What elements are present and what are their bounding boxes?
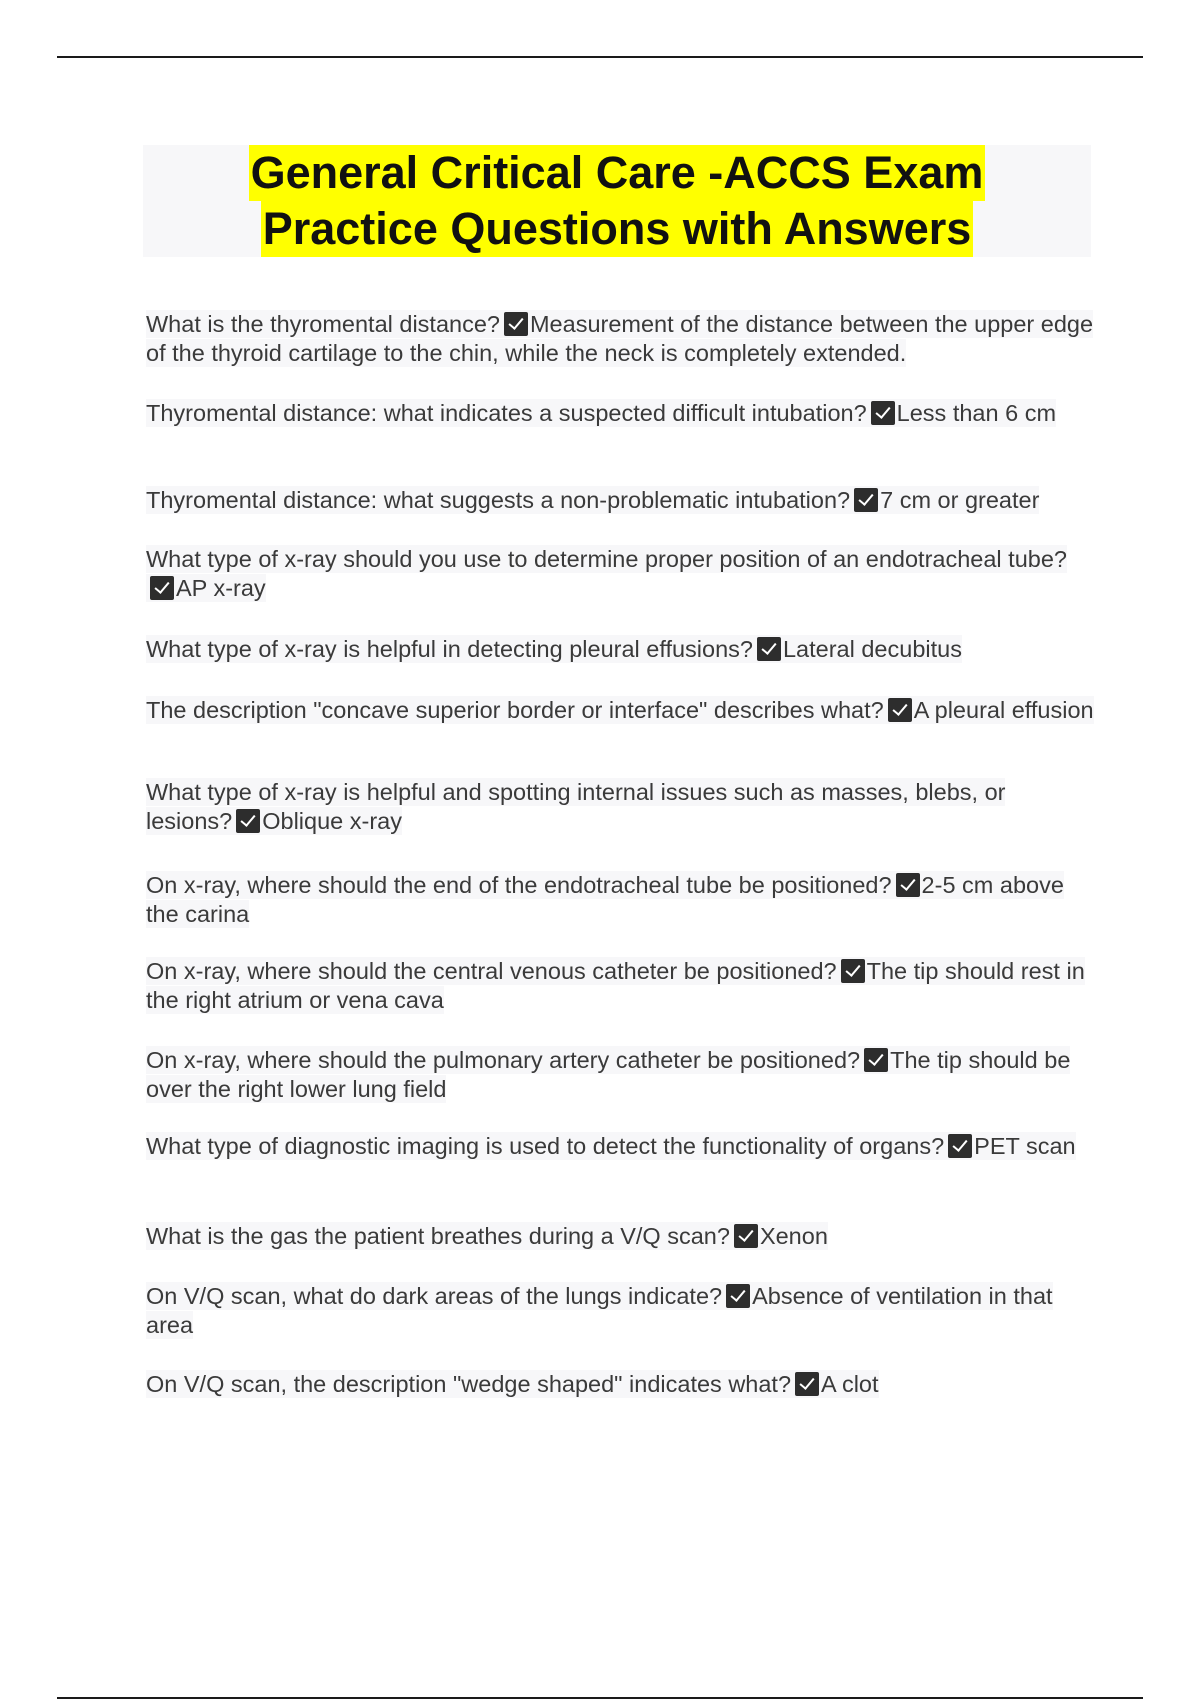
answer-text: The tip should rest in the right atrium or vena cava bbox=[146, 958, 1085, 1013]
qa-item bbox=[146, 1222, 1096, 1251]
answer-text: Less than 6 cm bbox=[896, 400, 1057, 426]
answer-text: A clot bbox=[821, 1371, 879, 1397]
answer-text: PET scan bbox=[974, 1133, 1076, 1159]
qa-item bbox=[146, 486, 1096, 515]
checkmark-icon bbox=[236, 809, 260, 833]
bottom-rule bbox=[57, 1697, 1143, 1699]
question-text: What type of x-ray is helpful and spotting internal issues such as masses, blebs, or lesions? bbox=[146, 779, 1006, 834]
qa-item bbox=[146, 778, 1096, 836]
answer-text: Lateral decubitus bbox=[782, 636, 962, 662]
checkmark-icon bbox=[757, 637, 781, 661]
qa-item bbox=[146, 957, 1096, 1015]
checkmark-icon bbox=[948, 1134, 972, 1158]
question-text: What type of x-ray should you use to determine proper position of an endotracheal tube? bbox=[146, 546, 1067, 572]
qa-item bbox=[146, 635, 1096, 664]
answer-text: 7 cm or greater bbox=[880, 487, 1040, 513]
question-text: What is the thyromental distance? bbox=[146, 311, 500, 337]
checkmark-icon bbox=[871, 401, 895, 425]
question-text: On x-ray, where should the central venous catheter be positioned? bbox=[146, 958, 837, 984]
top-rule bbox=[57, 56, 1143, 58]
qa-item bbox=[146, 545, 1096, 603]
qa-item bbox=[146, 310, 1096, 368]
document-title-line-2: Practice Questions with Answers bbox=[261, 201, 974, 257]
question-text: What type of x-ray is helpful in detecting pleural effusions? bbox=[146, 636, 753, 662]
answer-text: Oblique x-ray bbox=[262, 808, 402, 834]
title-block bbox=[143, 145, 1091, 257]
question-text: On V/Q scan, what do dark areas of the lungs indicate? bbox=[146, 1283, 723, 1309]
qa-item bbox=[146, 696, 1096, 725]
question-text: On x-ray, where should the pulmonary artery catheter be positioned? bbox=[146, 1047, 861, 1073]
checkmark-icon bbox=[864, 1048, 888, 1072]
question-text: On x-ray, where should the end of the endotracheal tube be positioned? bbox=[146, 872, 892, 898]
question-text: Thyromental distance: what indicates a suspected difficult intubation? bbox=[146, 400, 867, 426]
answer-text: Absence of ventilation in that area bbox=[146, 1283, 1053, 1338]
answer-text: The tip should be over the right lower lung field bbox=[146, 1047, 1071, 1102]
checkmark-icon bbox=[734, 1224, 758, 1248]
document-title-line-1: General Critical Care -ACCS Exam bbox=[249, 145, 986, 201]
question-text: What type of diagnostic imaging is used to detect the functionality of organs? bbox=[146, 1133, 945, 1159]
qa-item bbox=[146, 1046, 1096, 1104]
checkmark-icon bbox=[854, 488, 878, 512]
answer-text: AP x-ray bbox=[176, 575, 266, 601]
checkmark-icon bbox=[504, 312, 528, 336]
checkmark-icon bbox=[726, 1284, 750, 1308]
question-text: Thyromental distance: what suggests a non-problematic intubation? bbox=[146, 487, 851, 513]
checkmark-icon bbox=[896, 873, 920, 897]
qa-item bbox=[146, 871, 1096, 929]
checkmark-icon bbox=[150, 576, 174, 600]
question-text: What is the gas the patient breathes during a V/Q scan? bbox=[146, 1223, 730, 1249]
question-text: On V/Q scan, the description "wedge shaped" indicates what? bbox=[146, 1371, 792, 1397]
answer-text: Measurement of the distance between the upper edge of the thyroid cartilage to the chin, while the neck is completely extended. bbox=[146, 311, 1094, 366]
question-text: The description "concave superior border or interface" describes what? bbox=[146, 697, 884, 723]
checkmark-icon bbox=[841, 959, 865, 983]
checkmark-icon bbox=[888, 698, 912, 722]
qa-item bbox=[146, 1370, 1096, 1399]
answer-text: A pleural effusion bbox=[913, 697, 1094, 723]
checkmark-icon bbox=[795, 1372, 819, 1396]
qa-item bbox=[146, 1282, 1096, 1340]
answer-text: Xenon bbox=[759, 1223, 828, 1249]
qa-item bbox=[146, 1132, 1096, 1161]
qa-item bbox=[146, 399, 1096, 428]
answer-text: 2-5 cm above the carina bbox=[146, 872, 1064, 927]
